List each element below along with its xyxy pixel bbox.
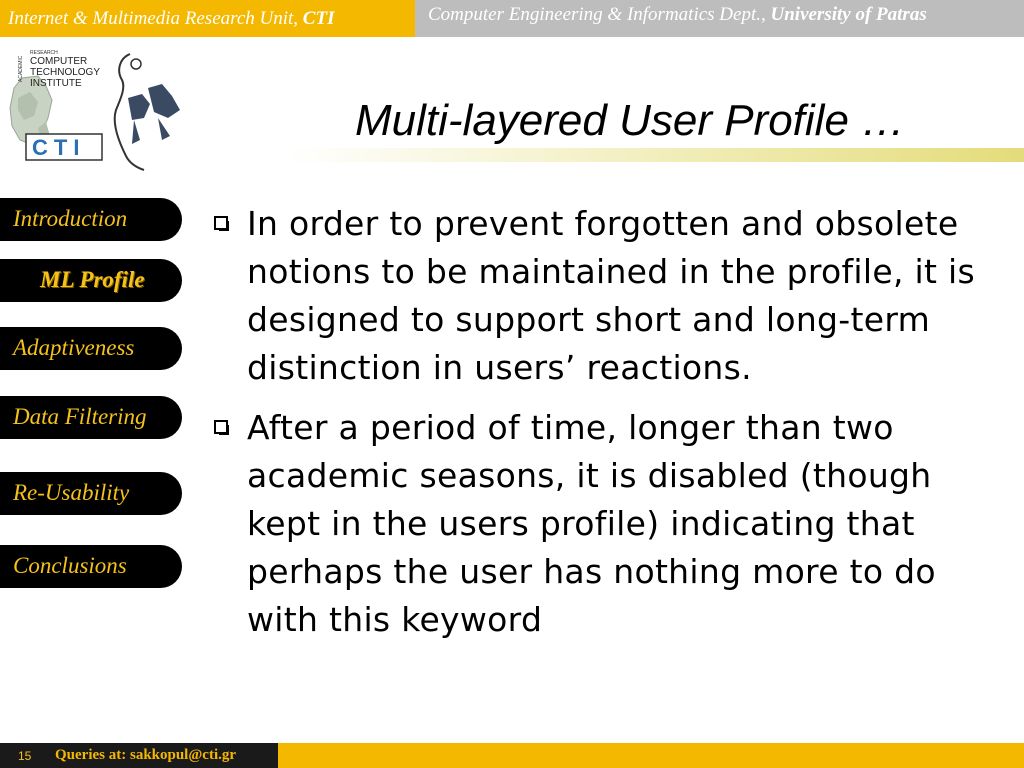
- header-dept-bold: University of Patras: [770, 4, 927, 25]
- slide-title: Multi-layered User Profile …: [355, 96, 906, 145]
- logo-line2: TECHNOLOGY: [30, 67, 101, 78]
- checkbox-bullet-icon: [214, 216, 228, 230]
- nav-item-adaptiveness[interactable]: Adaptiveness: [0, 327, 182, 370]
- queries-contact: Queries at: sakkopul@cti.gr: [55, 747, 237, 763]
- bullet-item: [210, 200, 1010, 392]
- logo-research-text: RESEARCH: [30, 50, 58, 56]
- logo-line1: COMPUTER: [30, 56, 88, 67]
- bullet-item: [210, 404, 1010, 644]
- page-number: 15: [18, 749, 32, 763]
- nav-item-re-usability[interactable]: Re-Usability: [0, 472, 182, 515]
- logo-cti-text: CTI: [32, 135, 86, 160]
- bullet-list: [210, 200, 1010, 656]
- logo-figures-graphic: [115, 54, 180, 170]
- header-unit-bold: CTI: [302, 8, 335, 29]
- logo-academic-text: ACADEMIC: [18, 55, 24, 82]
- header-dept-text: Computer Engineering & Informatics Dept.,: [428, 4, 771, 25]
- header-dept-banner: [415, 0, 1024, 37]
- nav-item-data-filtering[interactable]: Data Filtering: [0, 396, 182, 439]
- nav-item-conclusions[interactable]: Conclusions: [0, 545, 182, 588]
- title-underline: [285, 148, 1024, 162]
- header-unit-text: Internet & Multimedia Research Unit,: [8, 8, 303, 29]
- checkbox-bullet-icon: [214, 420, 228, 434]
- bullet-text: In order to prevent forgotten and obsolete notions to be maintained in the profile, it is designed to support short and long-term distinction in users’ reactions.: [247, 204, 975, 387]
- logo-line3: INSTITUTE: [30, 78, 82, 89]
- header-unit-banner: [0, 0, 415, 37]
- bullet-text: After a period of time, longer than two academic seasons, it is disabled (though kept in the users profile) indicating that perhaps the user has nothing more to do with this keyword: [247, 408, 936, 639]
- nav-item-introduction[interactable]: Introduction: [0, 198, 182, 241]
- cti-logo: [8, 48, 186, 173]
- nav-item-ml-profile[interactable]: ML Profile: [0, 259, 182, 302]
